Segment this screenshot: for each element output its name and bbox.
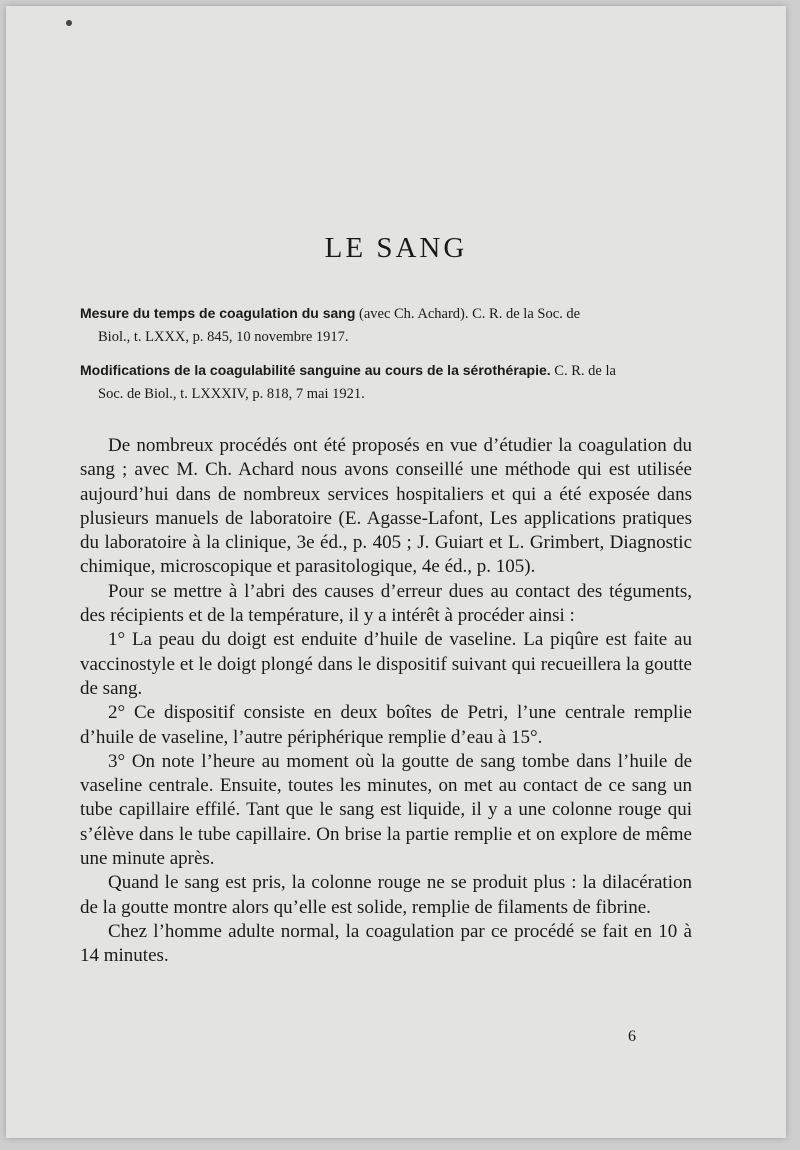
paragraph: Chez l’homme adulte normal, la coagulation par ce procédé se fait en 10 à 14 minutes. bbox=[80, 920, 692, 967]
reference-title: Modifications de la coagulabilité sanguine au cours de la sérothérapie. bbox=[80, 362, 551, 378]
page-number: 6 bbox=[628, 1028, 636, 1045]
reference-details: Soc. de Biol., t. LXXXIV, p. 818, 7 mai 1921. bbox=[98, 386, 365, 402]
paragraph: 2° Ce dispositif consiste en deux boîtes de Petri, l’une centrale remplie d’huile de vaseline, l’autre périphérique remplie d’eau à 15°. bbox=[80, 702, 692, 748]
body-text bbox=[80, 434, 692, 969]
paragraph: De nombreux procédés ont été proposés en vue d’étudier la coagulation du sang ; avec M. Ch. Achard nous avons conseillé une méthode qui est utilisée aujourd’hui dans de nombreux services hospitaliers et qui a été exposée dans plusieurs manuels de laboratoire (E. Agasse-Lafont, Les applications pratiques du laboratoire à la clinique, 3e éd., p. 405 ; J. Guiart et L. Grimbert, Diagnostic chimique, microscopique et parasitologique, 4e éd., p. 105). bbox=[80, 435, 692, 578]
ink-spot bbox=[66, 20, 72, 26]
book-page bbox=[6, 6, 786, 1138]
reference-details: Biol., t. LXXX, p. 845, 10 novembre 1917. bbox=[98, 329, 349, 345]
reference-item bbox=[80, 359, 700, 406]
paragraph: Quand le sang est pris, la colonne rouge ne se produit plus : la dilacération de la goutte montre alors qu’elle est solide, remplie de filaments de fibrine. bbox=[80, 872, 692, 918]
paragraph: 1° La peau du doigt est enduite d’huile de vaseline. La piqûre est faite au vaccinostyle et le doigt plongé dans le dispositif suivant qui recueillera la goutte de sang. bbox=[80, 629, 692, 699]
reference-source: (avec Ch. Achard). C. R. de la Soc. de bbox=[359, 306, 581, 322]
paragraph: 3° On note l’heure au moment où la goutte de sang tombe dans l’huile de vaseline centrale. Ensuite, toutes les minutes, on met au contact de ce sang un tube capillaire effilé. Tant que le sang est liquide, il y a une colonne rouge qui s’élève dans le tube capillaire. On brise la partie remplie et on explore de même une minute après. bbox=[80, 750, 692, 870]
page-title: LE SANG bbox=[324, 232, 468, 264]
reference-source: C. R. de la bbox=[554, 363, 616, 379]
reference-list bbox=[80, 302, 700, 416]
paragraph: Pour se mettre à l’abri des causes d’erreur dues au contact des téguments, des récipients et de la température, il y a intérêt à procéder ainsi : bbox=[80, 580, 692, 627]
reference-item bbox=[80, 302, 700, 349]
reference-title: Mesure du temps de coagulation du sang bbox=[80, 305, 356, 321]
